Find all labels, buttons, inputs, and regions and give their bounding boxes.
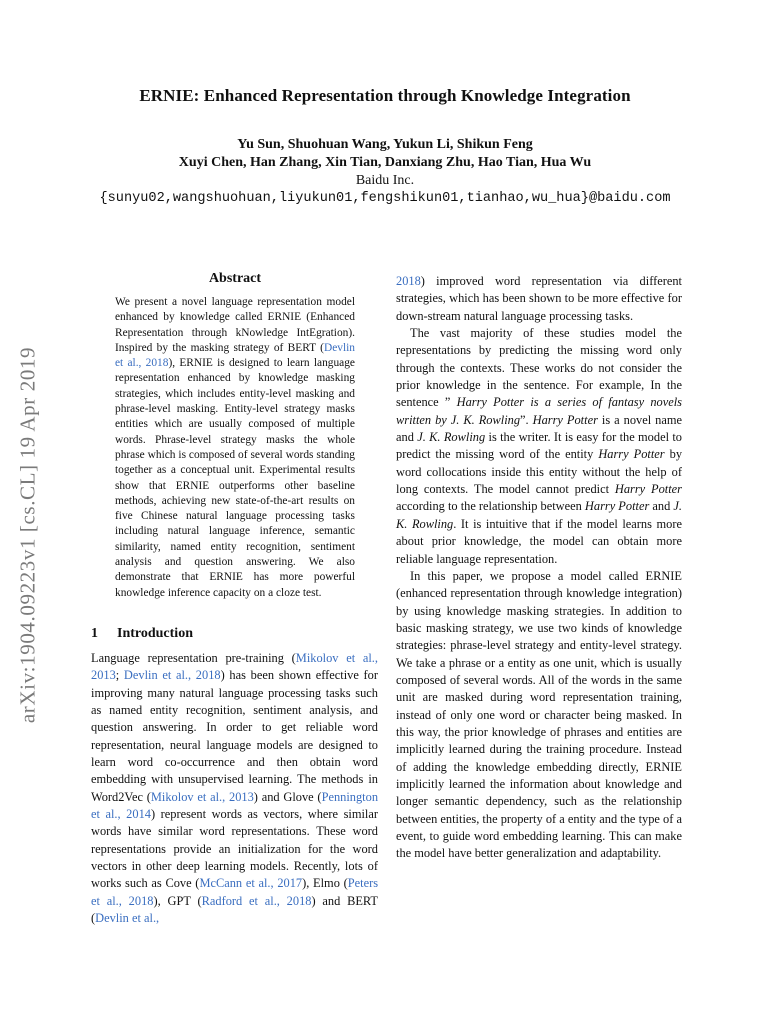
right-column-body (396, 273, 682, 863)
citation-link[interactable]: Mikolov et al., 2013 (91, 651, 378, 683)
affiliation: Baidu Inc. (355, 173, 415, 188)
citation-link[interactable]: McCann et al., 2017 (199, 876, 303, 891)
emphasis-text: J. K. Rowling (417, 430, 486, 445)
paper-title: ERNIE: Enhanced Representation through Knowledge Integration (139, 86, 631, 105)
body-text: and (649, 499, 674, 514)
body-text: is a novel name and (396, 412, 683, 445)
intro-paragraph-1-continued (396, 273, 682, 325)
citation-link[interactable]: Peters et al., 2018 (91, 876, 379, 908)
body-text: ) and BERT ( (91, 893, 379, 926)
authors-line-1: Yu Sun, Shuohuan Wang, Yukun Li, Shikun Feng (237, 137, 533, 152)
abstract-heading: Abstract (208, 271, 262, 286)
body-text: . It is intuitive that if the model learns more about prior knowledge, the model can obtain more reliable language representation. (396, 516, 682, 566)
body-text: ) improved word representation via different strategies, which has been shown to be more effective for down-stream natural language processing tasks. (396, 274, 682, 323)
citation-link[interactable]: Devlin et al., 2018 (115, 341, 355, 370)
authors-line-2: Xuyi Chen, Han Zhang, Xin Tian, Danxiang Zhu, Hao Tian, Hua Wu (178, 155, 592, 170)
body-text: is the writer. It is easy for the model to predict the missing word of the entity (396, 430, 682, 462)
emphasis-text: Harry Potter (584, 499, 650, 514)
section-title: Introduction (117, 626, 193, 641)
body-text: The vast majority of these studies model the representations by predicting the missing word only through the contexts. These works do not consider the prior knowledge in the sentence. For example, In the sentence ” (396, 326, 682, 410)
body-text: ), GPT ( (153, 893, 202, 908)
abstract-paragraph (115, 295, 355, 601)
abstract-text: We present a novel language representation model enhanced by knowledge called ERNIE (Enhanced Representation through kNowledge IntEgration). Inspired by the masking strategy of BERT ( (115, 296, 355, 354)
body-text: ) represent words as vectors, where similar words have similar word representations. These word representations provide an initialization for the word vectors in other deep learning models. Recently, lots of works such as Cove ( (91, 807, 378, 891)
citation-link[interactable]: Pennington et al., 2014 (91, 789, 379, 822)
citation-link[interactable]: Radford et al., 2018 (201, 893, 312, 908)
emphasis-text: Harry Potter (532, 412, 598, 427)
body-text: ), Elmo ( (302, 876, 348, 891)
left-column-body (91, 650, 378, 928)
arxiv-stamp-text: arXiv:1904.09223v1 [cs.CL] 19 Apr 2019 (15, 346, 40, 724)
arxiv-stamp (14, 320, 42, 750)
citation-link[interactable]: Devlin et al., (95, 911, 160, 926)
citation-link[interactable]: 2018 (396, 274, 421, 288)
body-text: ”. (520, 412, 533, 427)
abstract-body (115, 295, 355, 601)
body-text: by word collocations inside this entity without the help of long contexts. The model cannot predict (396, 447, 683, 497)
intro-paragraph-1 (91, 650, 378, 928)
body-text: ) has been shown effective for improving many natural language processing tasks such as named entity recognition, sentiment analysis, and question answering. In order to get reliable word representation, neural language models are designed to learn word co-occurrence and then obtain word embedding with unsupervised learning. The methods in Word2Vec ( (91, 668, 378, 804)
section-number: 1 (91, 626, 98, 641)
body-text: ) and Glove ( (253, 789, 322, 804)
citation-link[interactable]: Mikolov et al., 2013 (150, 789, 254, 804)
emphasis-text: Harry Potter (614, 482, 682, 497)
abstract-text: ), ERNIE is designed to learn language representation enhanced by knowledge masking strategies, which includes entity-level masking and phrase-level masking. Entity-level strategy masks entities which are usually composed of multiple words. Phrase-level strategy masks the whole phrase which is composed of several words standing together as a conceptual unit. Experimental results show that ERNIE outperforms other baseline methods, achieving new state-of-the-art results on five Chinese natural language processing tasks including natural language inference, semantic similarity, named entity recognition, sentiment analysis and question answering. We also demonstrate that ERNIE has more powerful knowledge inference capacity on a cloze test. (115, 357, 355, 599)
intro-paragraph-2 (396, 325, 682, 568)
body-text: Language representation pre-training ( (91, 651, 296, 665)
body-text: ; (115, 668, 124, 683)
emphasis-text: J. K. Rowling (396, 499, 683, 531)
emphasis-text: Harry Potter (598, 447, 665, 462)
intro-paragraph-3: In this paper, we propose a model called ERNIE (enhanced representation through knowledge integration) by using knowledge masking strategies. In addition to basic masking strategy, we use two kinds of knowledge strategies: phrase-level strategy and entity-level strategy. We take a phrase or a entity as one unit, which is usually composed of several words. All of the words in the same unit are masked during word representation training, instead of only one word or character being masked. In this way, the prior knowledge of phrases and entities are implicitly learned during the training procedure. Instead of adding the knowledge embedding directly, ERNIE implicitly learned the information about knowledge and longer semantic dependency, such as the relationship between entities, the property of a entity and the type of a event, to guide word embedding learning. This can make the model have better generalization and adaptability. (396, 568, 682, 861)
author-emails: {sunyu02,wangshuohuan,liyukun01,fengshikun01,tianhao,wu_hua}@baidu.com (99, 191, 671, 206)
citation-link[interactable]: Devlin et al., 2018 (123, 668, 221, 683)
body-text: according to the relationship between (396, 499, 585, 514)
section-heading-introduction (91, 626, 193, 642)
emphasis-text: Harry Potter is a series of fantasy novels written by J. K. Rowling (396, 395, 682, 427)
author-block (0, 136, 770, 208)
